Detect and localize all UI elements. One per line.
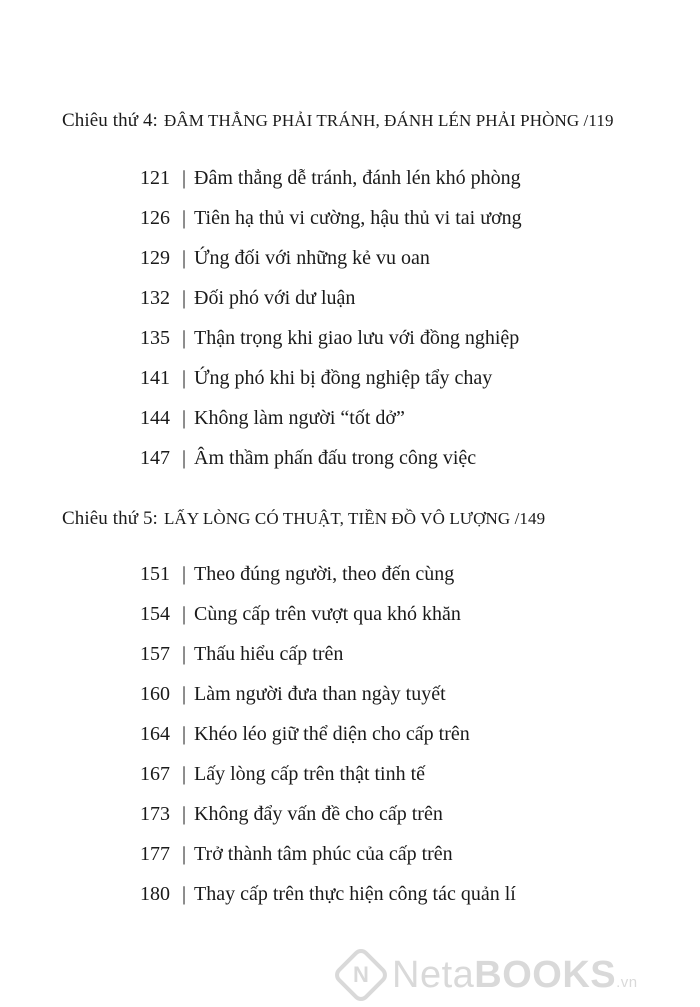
separator: |	[182, 207, 187, 229]
page-number: 135	[140, 327, 170, 349]
chapter-heading-4	[62, 110, 614, 132]
separator: |	[182, 803, 187, 825]
separator: |	[182, 563, 187, 585]
entry-title: Làm người đưa than ngày tuyết	[194, 683, 446, 705]
page-number: 151	[140, 563, 170, 585]
page-number: 126	[140, 207, 170, 229]
entry-title: Âm thầm phấn đấu trong công việc	[194, 447, 477, 469]
entry-title: Thay cấp trên thực hiện công tác quản lí	[194, 883, 516, 905]
page-number: 173	[140, 803, 170, 825]
toc-entry[interactable]	[140, 834, 516, 874]
separator: |	[182, 883, 187, 905]
page-number: 180	[140, 883, 170, 905]
toc-entry[interactable]	[140, 634, 516, 674]
toc-list-chapter-4	[140, 158, 522, 478]
entry-title: Thấu hiểu cấp trên	[194, 643, 344, 665]
toc-entry[interactable]	[140, 554, 516, 594]
separator: |	[182, 643, 187, 665]
toc-entry[interactable]	[140, 398, 522, 438]
separator: |	[182, 723, 187, 745]
entry-title: Lấy lòng cấp trên thật tinh tế	[194, 763, 426, 785]
toc-entry[interactable]	[140, 318, 522, 358]
toc-list-chapter-5	[140, 554, 516, 914]
chapter-title: ĐÂM THẲNG PHẢI TRÁNH, ĐÁNH LÉN PHẢI PHÒNG /119	[163, 111, 614, 130]
toc-entry[interactable]	[140, 714, 516, 754]
toc-entry[interactable]	[140, 358, 522, 398]
separator: |	[182, 763, 187, 785]
toc-entry[interactable]	[140, 594, 516, 634]
entry-title: Khéo léo giữ thể diện cho cấp trên	[194, 723, 470, 745]
page-number: 160	[140, 683, 170, 705]
separator: |	[182, 683, 187, 705]
toc-entry[interactable]	[140, 238, 522, 278]
chapter-title: LẤY LÒNG CÓ THUẬT, TIỀN ĐỒ VÔ LƯỢNG /149	[163, 509, 546, 528]
entry-title: Không làm người “tốt dở”	[194, 407, 405, 429]
entry-title: Trở thành tâm phúc của cấp trên	[194, 843, 453, 865]
separator: |	[182, 367, 187, 389]
entry-title: Tiên hạ thủ vi cường, hậu thủ vi tai ương	[194, 207, 522, 229]
toc-entry[interactable]	[140, 158, 522, 198]
separator: |	[182, 603, 187, 625]
page-number: 129	[140, 247, 170, 269]
page-number: 141	[140, 367, 170, 389]
chapter-label: Chiêu thứ 5:	[62, 508, 158, 529]
toc-entry[interactable]	[140, 794, 516, 834]
page-number: 147	[140, 447, 170, 469]
separator: |	[182, 407, 187, 429]
separator: |	[182, 843, 187, 865]
page-number: 164	[140, 723, 170, 745]
toc-entry[interactable]	[140, 198, 522, 238]
toc-entry[interactable]	[140, 674, 516, 714]
chapter-label: Chiêu thứ 4:	[62, 110, 158, 131]
entry-title: Đối phó với dư luận	[194, 287, 356, 309]
entry-title: Thận trọng khi giao lưu với đồng nghiệp	[194, 327, 520, 349]
page-number: 177	[140, 843, 170, 865]
netabooks-watermark	[340, 950, 638, 1000]
entry-title: Không đẩy vấn đề cho cấp trên	[194, 803, 443, 825]
toc-entry[interactable]	[140, 438, 522, 478]
separator: |	[182, 247, 187, 269]
chapter-heading-5	[62, 508, 545, 530]
toc-entry[interactable]	[140, 754, 516, 794]
page-number: 167	[140, 763, 170, 785]
separator: |	[182, 447, 187, 469]
separator: |	[182, 287, 187, 309]
page-number: 144	[140, 407, 170, 429]
page-number: 154	[140, 603, 170, 625]
toc-entry[interactable]	[140, 874, 516, 914]
entry-title: Đâm thẳng dễ tránh, đánh lén khó phòng	[194, 167, 521, 189]
toc-entry[interactable]	[140, 278, 522, 318]
page-number: 121	[140, 167, 170, 189]
entry-title: Theo đúng người, theo đến cùng	[194, 563, 455, 585]
watermark-text: NetaBOOKS.vn	[392, 953, 638, 996]
separator: |	[182, 167, 187, 189]
entry-title: Cùng cấp trên vượt qua khó khăn	[194, 603, 461, 625]
page-number: 132	[140, 287, 170, 309]
entry-title: Ứng phó khi bị đồng nghiệp tẩy chay	[194, 367, 493, 389]
separator: |	[182, 327, 187, 349]
entry-title: Ứng đối với những kẻ vu oan	[194, 247, 430, 269]
netabooks-logo-icon: N	[331, 945, 390, 1004]
page-number: 157	[140, 643, 170, 665]
